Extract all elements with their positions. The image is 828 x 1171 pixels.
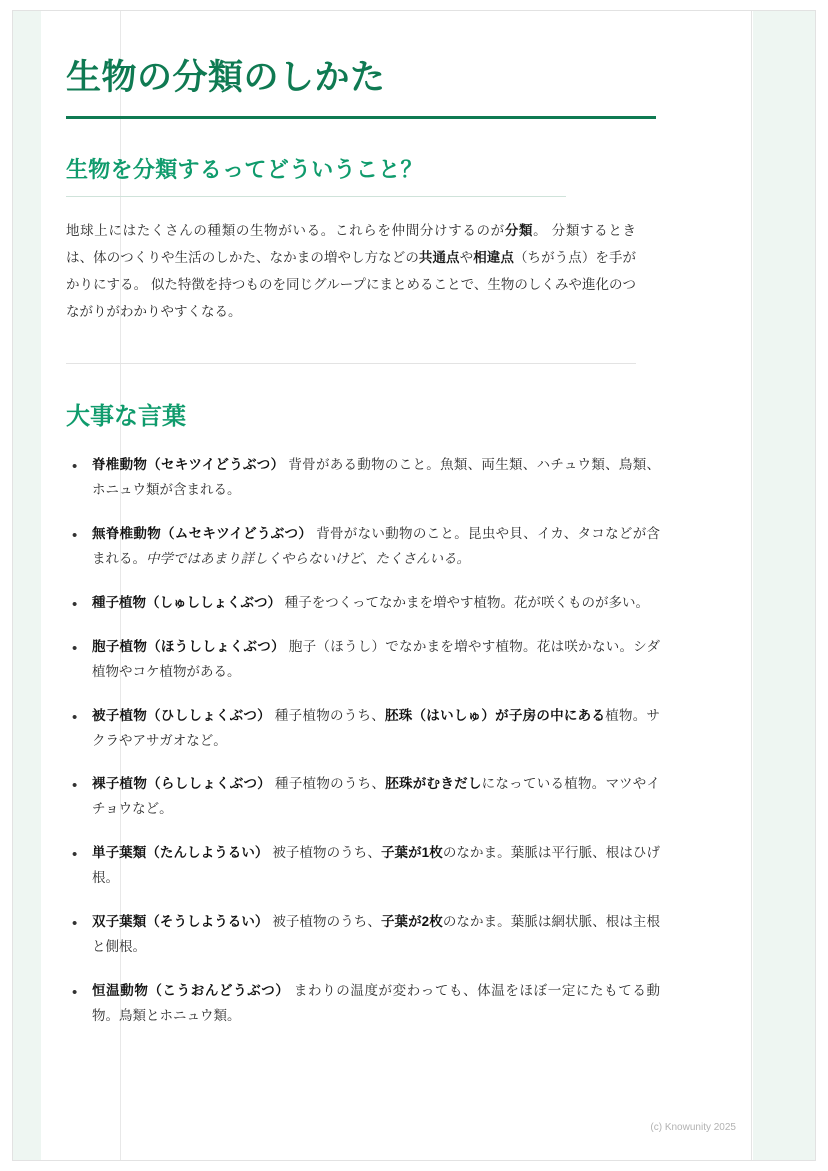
- term-definition-run: 被子植物のうち、: [268, 845, 381, 861]
- term-name: 双子葉類（そうしようるい）: [92, 914, 269, 930]
- term-definition-run: 胚珠がむきだし: [385, 776, 482, 792]
- list-item: [66, 591, 660, 616]
- list-item: [66, 522, 660, 572]
- term-definition-run: 被子植物のうち、: [268, 914, 381, 930]
- term-definition-run: 中学ではあまり詳しくやらないけど、たくさんいる。: [146, 550, 470, 566]
- term-definition-run: になっている植物。マツやイチョウなど。: [92, 776, 660, 817]
- term-name: 種子植物（しゅししょくぶつ）: [92, 594, 281, 610]
- list-item: [66, 910, 660, 960]
- term-name: 恒温動物（こうおんどうぶつ）: [92, 983, 290, 999]
- term-definition-run: 胚珠（はいしゅ）が子房の中にある: [385, 707, 606, 723]
- section-divider-intro: [66, 196, 566, 197]
- list-item: [66, 635, 660, 685]
- term-definition-run: 胞子（ほうし）でなかまを増やす植物。花は咲かない。シダ植物やコケ植物がある。: [92, 638, 660, 679]
- left-margin-strip: [13, 11, 41, 1160]
- list-item: [66, 841, 660, 891]
- term-definition-run: 種子植物のうち、: [270, 707, 386, 723]
- paragraph-run: や: [459, 249, 474, 265]
- term-definition-run: のなかま。葉脈は平行脈、根はひげ根。: [92, 845, 661, 886]
- section-heading-terms: 大事な言葉: [66, 402, 186, 430]
- content-divider: [66, 363, 636, 364]
- list-item: [66, 979, 660, 1029]
- section-heading-intro: 生物を分類するってどういうこと？: [66, 156, 423, 182]
- term-definition-run: 植物。サクラやアサガオなど。: [92, 707, 661, 748]
- term-definition-run: まわりの温度が変わっても、体温をほぼ一定にたもてる動物。鳥類とホニュウ類。: [92, 983, 660, 1024]
- term-definition-run: のなかま。葉脈は網状脈、根は主根と側根。: [92, 914, 661, 955]
- term-definition-run: 背骨がある動物のこと。魚類、両生類、ハチュウ類、鳥類、ホニュウ類が含まれる。: [92, 456, 660, 497]
- term-definition-run: 子葉が2枚: [380, 914, 443, 930]
- term-name: 単子葉類（たんしようるい）: [92, 845, 269, 861]
- list-item: [66, 772, 660, 822]
- document-content: [66, 56, 661, 1048]
- term-definition-run: 種子をつくってなかまを増やす植物。花が咲くものが多い。: [281, 594, 649, 610]
- term-name: 被子植物（ひししょくぶつ）: [92, 707, 271, 723]
- emphasis-term: 相違点: [473, 249, 514, 265]
- paragraph-run: 地球上にはたくさんの種類の生物がいる。これらを仲間分けするのが: [66, 222, 505, 238]
- term-name: 裸子植物（らししょくぶつ）: [92, 776, 272, 792]
- term-definition-run: 子葉が1枚: [380, 845, 443, 861]
- list-item: [66, 453, 660, 503]
- footer-copyright: (c) Knowunity 2025: [650, 1122, 736, 1133]
- right-margin-strip: [753, 11, 815, 1160]
- title-divider: [66, 116, 656, 119]
- paragraph-run: 。 分類するときは、体のつくりや生活のしかた、なかまの増やし方などの: [66, 222, 636, 265]
- page-title: 生物の分類のしかた: [66, 58, 386, 97]
- list-item: [66, 704, 660, 754]
- term-definition-run: 種子植物のうち、: [271, 776, 386, 792]
- intro-paragraph: [66, 217, 636, 325]
- term-name: 胞子植物（ほうししょくぶつ）: [92, 638, 285, 654]
- right-margin-rule: [751, 11, 752, 1160]
- term-definition-run: 背骨がない動物のこと。昆虫や貝、イカ、タコなどが含まれる。: [92, 525, 660, 566]
- term-name: 無脊椎動物（ムセキツイどうぶつ）: [92, 525, 313, 541]
- emphasis-term: 分類: [504, 222, 534, 238]
- term-list: [66, 453, 661, 1029]
- emphasis-term: 共通点: [418, 249, 460, 265]
- term-name: 脊椎動物（セキツイどうぶつ）: [92, 456, 285, 472]
- paragraph-run: （ちがう点）を手がかりにする。 似た特徴を持つものを同じグループにまとめることで、生物のしくみや進化のつながりがわかりやすくなる。: [66, 249, 637, 319]
